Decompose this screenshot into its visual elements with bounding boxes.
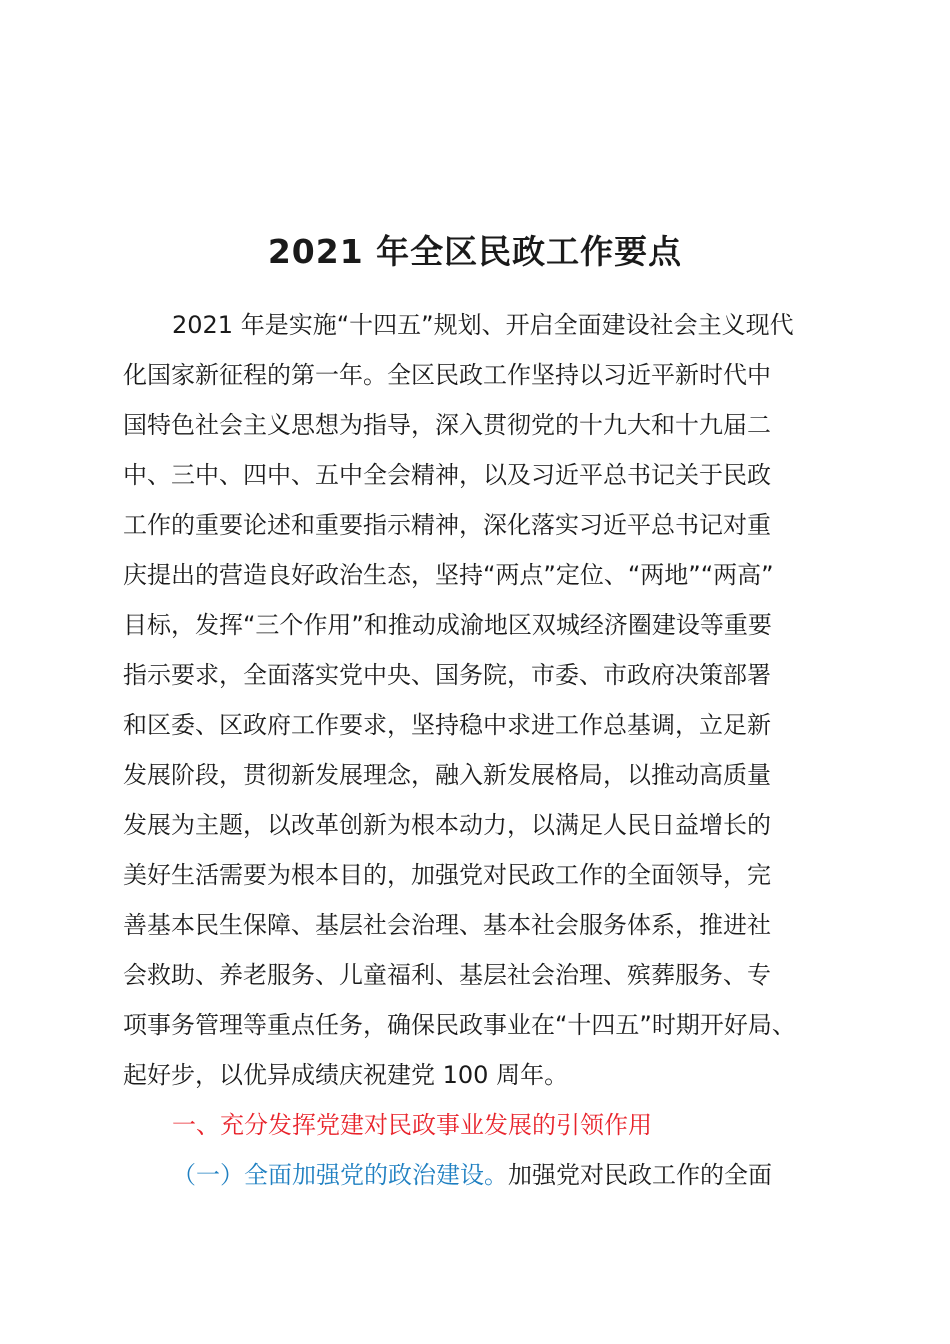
subsection-text: 加强党对民政工作的全面 bbox=[508, 1161, 772, 1189]
paragraph-line: 会救助、养老服务、儿童福利、基层社会治理、殡葬服务、专 bbox=[123, 961, 771, 989]
paragraph-line: 起好步，以优异成绩庆祝建党 100 周年。 bbox=[123, 1061, 569, 1089]
paragraph-line: 庆提出的营造良好政治生态，坚持“两点”定位、“两地”“两高” bbox=[123, 561, 774, 589]
paragraph-line: 项事务管理等重点任务，确保民政事业在“十四五”时期开好局、 bbox=[123, 1011, 796, 1039]
paragraph-line: 美好生活需要为根本目的，加强党对民政工作的全面领导，完 bbox=[123, 861, 771, 889]
section-heading: 一、充分发挥党建对民政事业发展的引领作用 bbox=[172, 1111, 652, 1139]
paragraph-line: 工作的重要论述和重要指示精神，深化落实习近平总书记对重 bbox=[123, 511, 771, 539]
paragraph-line: 国特色社会主义思想为指导，深入贯彻党的十九大和十九届二 bbox=[123, 411, 771, 439]
subsection-heading: （一）全面加强党的政治建设。 bbox=[172, 1161, 508, 1189]
page-title: 2021 年全区民政工作要点 bbox=[267, 232, 683, 271]
paragraph-line: 和区委、区政府工作要求，坚持稳中求进工作总基调，立足新 bbox=[123, 711, 771, 739]
paragraph-line: 2021 年是实施“十四五”规划、开启全面建设社会主义现代 bbox=[172, 311, 794, 339]
paragraph-line: 中、三中、四中、五中全会精神，以及习近平总书记关于民政 bbox=[123, 461, 771, 489]
paragraph-line: 目标，发挥“三个作用”和推动成渝地区双城经济圈建设等重要 bbox=[123, 611, 772, 639]
subsection-paragraph bbox=[172, 1160, 772, 1190]
paragraph-line: 发展阶段，贯彻新发展理念，融入新发展格局，以推动高质量 bbox=[123, 761, 771, 789]
paragraph-line: 发展为主题，以改革创新为根本动力，以满足人民日益增长的 bbox=[123, 811, 771, 839]
paragraph-line: 指示要求，全面落实党中央、国务院，市委、市政府决策部署 bbox=[123, 661, 771, 689]
paragraph-line: 化国家新征程的第一年。全区民政工作坚持以习近平新时代中 bbox=[123, 361, 771, 389]
paragraph-line: 善基本民生保障、基层社会治理、基本社会服务体系，推进社 bbox=[123, 911, 771, 939]
